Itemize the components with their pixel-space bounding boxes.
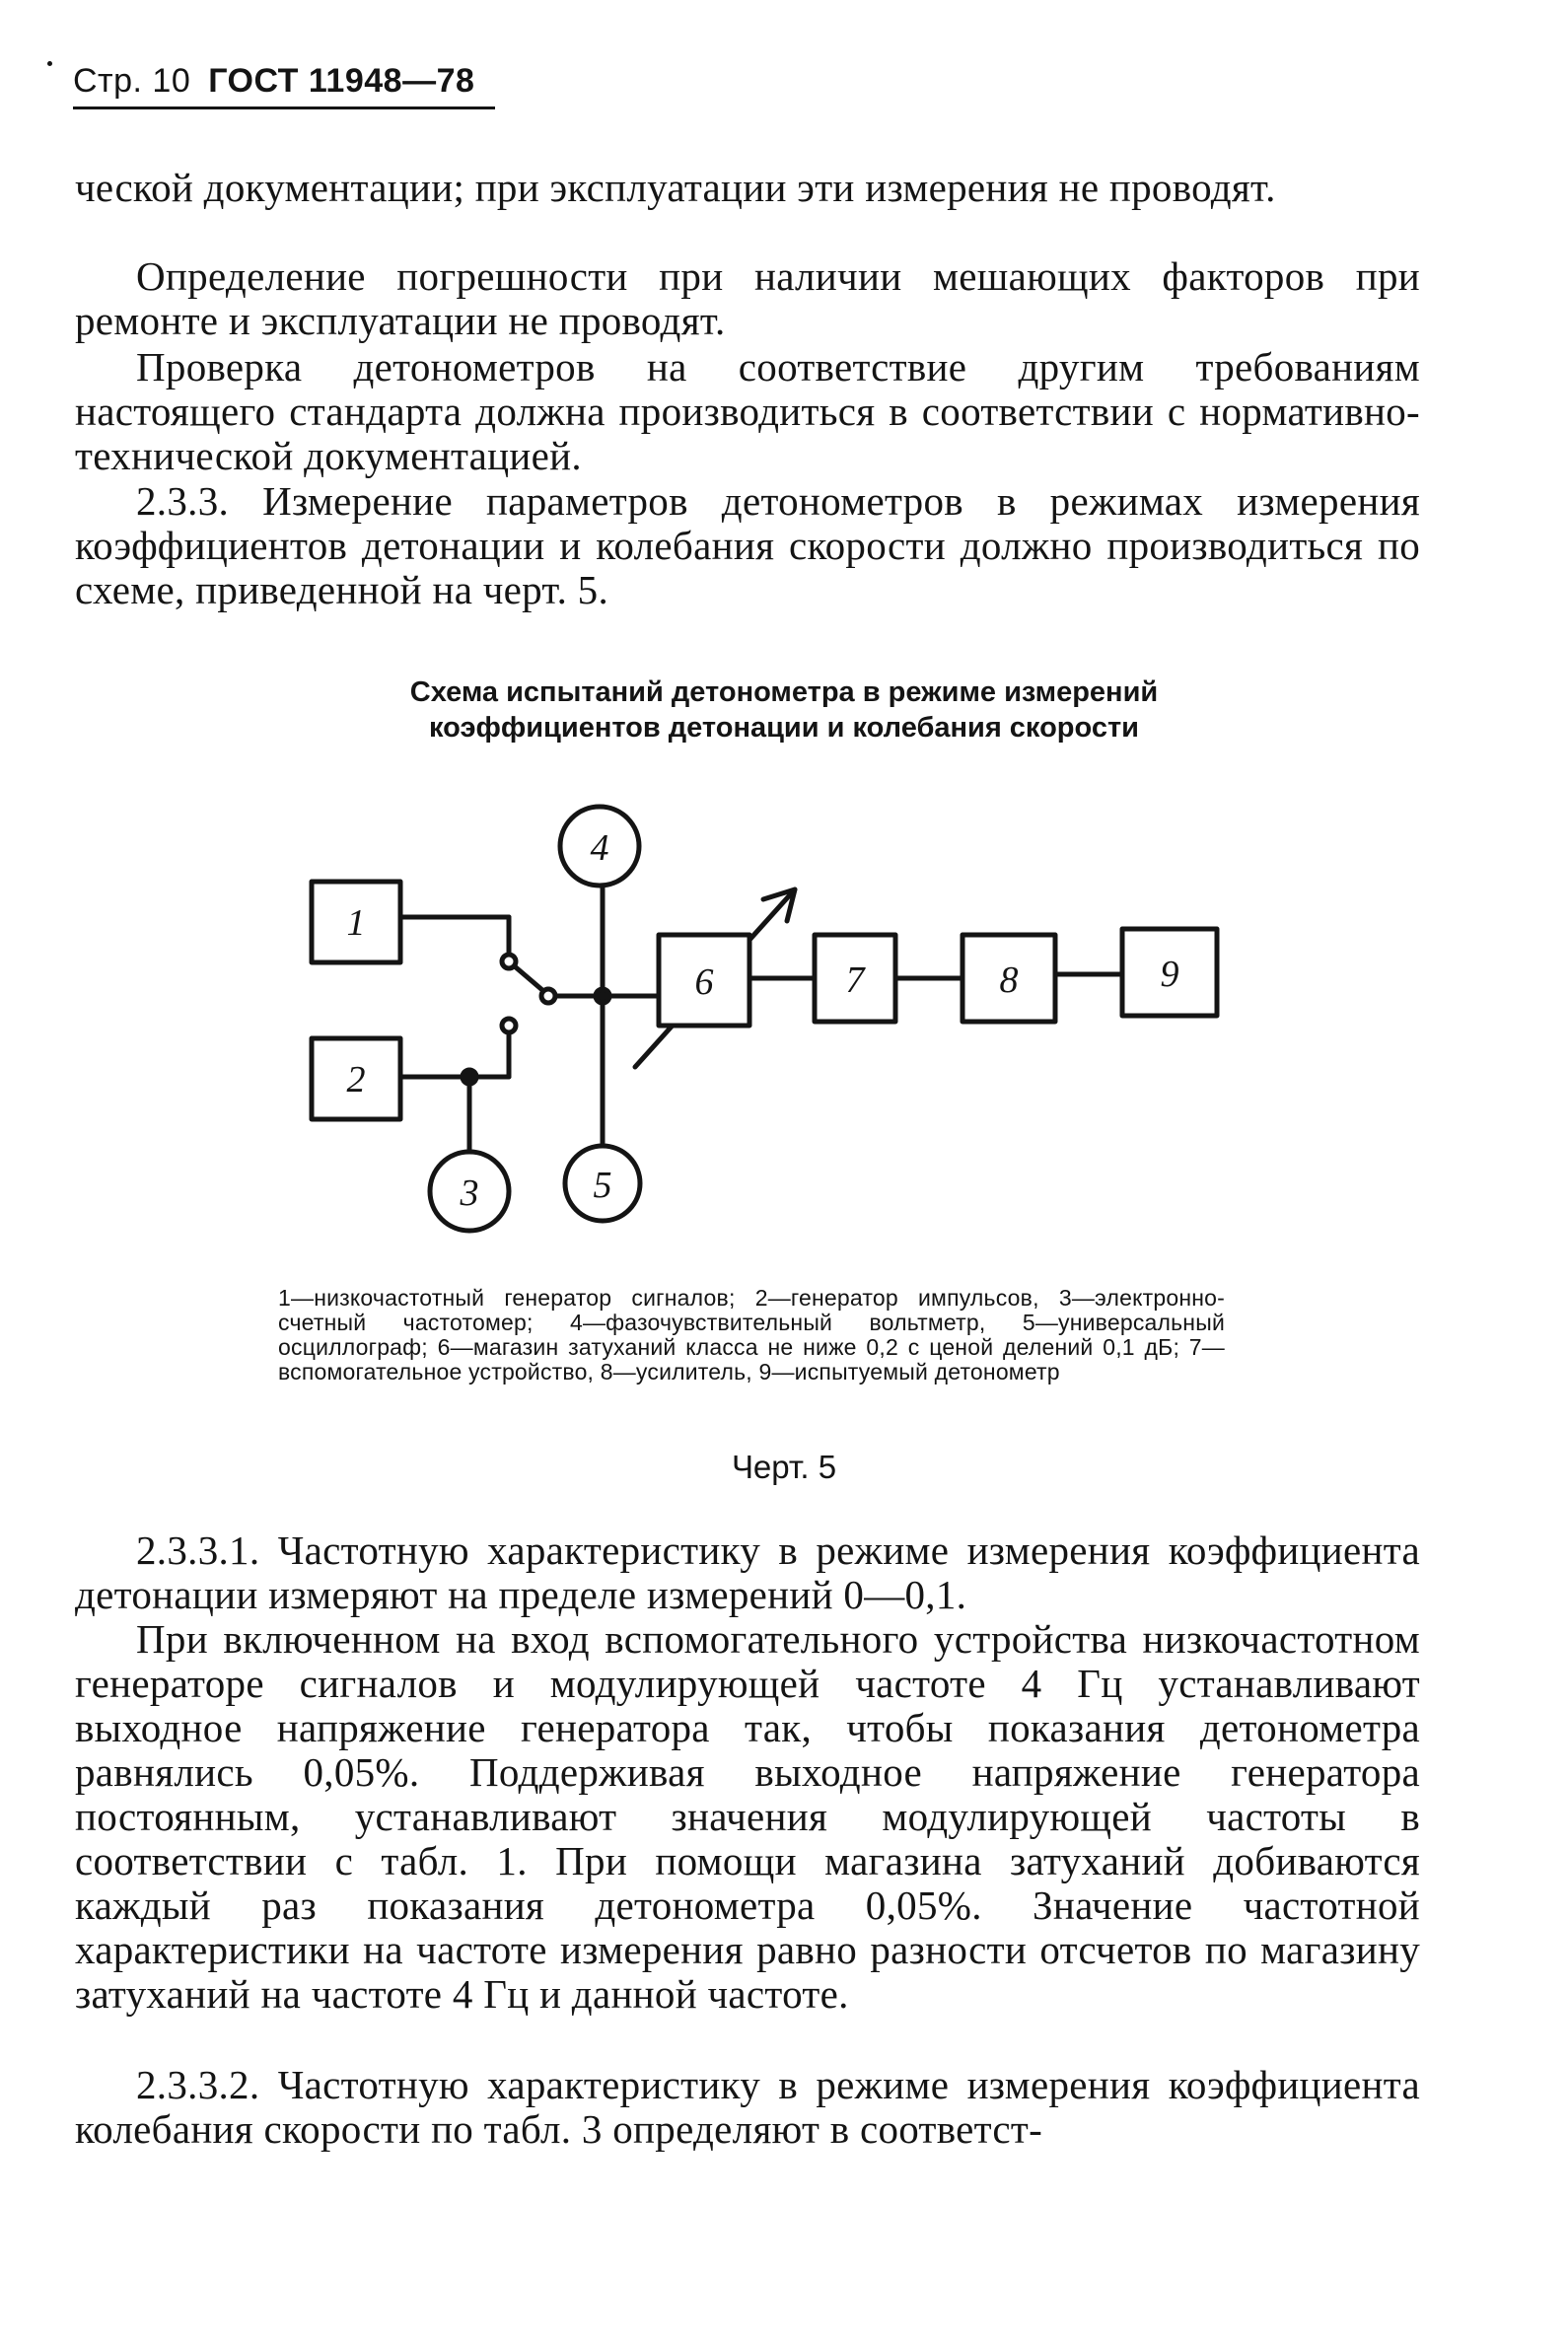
paragraph-2-3-3-1: 2.3.3.1. Частотную характеристику в режиме измерения коэффициента детонации измеряют на пределе измерений 0—0,1. [75,1527,1420,1617]
switch-pivot [541,989,555,1003]
figure-caption: Черт. 5 [731,1449,837,1485]
label-4: 4 [590,827,609,869]
paragraph-continuation: ческой документации; при эксплуатации эти измерения не проводят. [75,165,1276,210]
label-5: 5 [593,1165,612,1206]
page-number: Стр. 10 [73,62,191,100]
paragraph-procedure: При включенном на вход вспомогательного устройства низкочастотном генераторе сигналов и модулирующей частоте 4 Гц устанавливают выходное напряжение генератора так, чтобы показания детонометра равнялись 0,05%. Поддерживая выходное напряжение генератора постоянным, устанавливают значения модулирующей частоты в соответствии с табл. 1. При помощи магазина затуханий добиваются каждый раз показания детонометра 0,05%. Значение частотной характеристики на частоте измерения равно разности отсчетов по магазину затуханий на частоте 4 Гц и данной частоте. [75,1616,1420,2017]
label-1: 1 [346,902,366,944]
label-7: 7 [845,959,865,1001]
label-6: 6 [694,961,714,1003]
label-2: 2 [346,1059,366,1100]
paragraph-2-3-3: 2.3.3. Измерение параметров детонометров в режимах измерения коэффициентов детонации и колебания скорости должно производиться по схеме, приведенной на черт. 5. [75,478,1420,612]
label-8: 8 [999,959,1019,1001]
paragraph-verification: Проверка детонометров на соответствие другим требованиям настоящего стандарта должна производиться в соответствии с нормативно-технической документацией. [75,344,1420,478]
paragraph-error-determination: Определение погрешности при наличии мешающих факторов при ремонте и эксплуатации не проводят. [75,253,1420,343]
junction-bus [596,989,609,1003]
label-3: 3 [460,1172,479,1214]
standard-number: ГОСТ 11948—78 [208,62,475,100]
figure-legend: 1—низкочастотный генератор сигналов; 2—генератор импульсов, 3—электронно-счетный частотомер; 4—фазочувствительный вольтметр, 5—универсальный осциллограф; 6—магазин затуханий класса не ниже 0,2 с ценой делений 0,1 дБ; 7—вспомогательное устройство, 8—усилитель, 9—испытуемый детонометр [278,1285,1225,1384]
label-9: 9 [1160,954,1179,995]
junction-2-3 [463,1070,476,1084]
figure-title-line-1: Схема испытаний детонометра в режиме измерений [409,676,1159,708]
figure-title-line-2: коэффициентов детонации и колебания скорости [429,712,1139,744]
switch-contact-1 [502,955,516,968]
switch-contact-2 [502,1019,516,1032]
paragraph-2-3-3-2: 2.3.3.2. Частотную характеристику в режиме измерения коэффициента колебания скорости по табл. 3 определяют в соответст- [75,2062,1420,2152]
